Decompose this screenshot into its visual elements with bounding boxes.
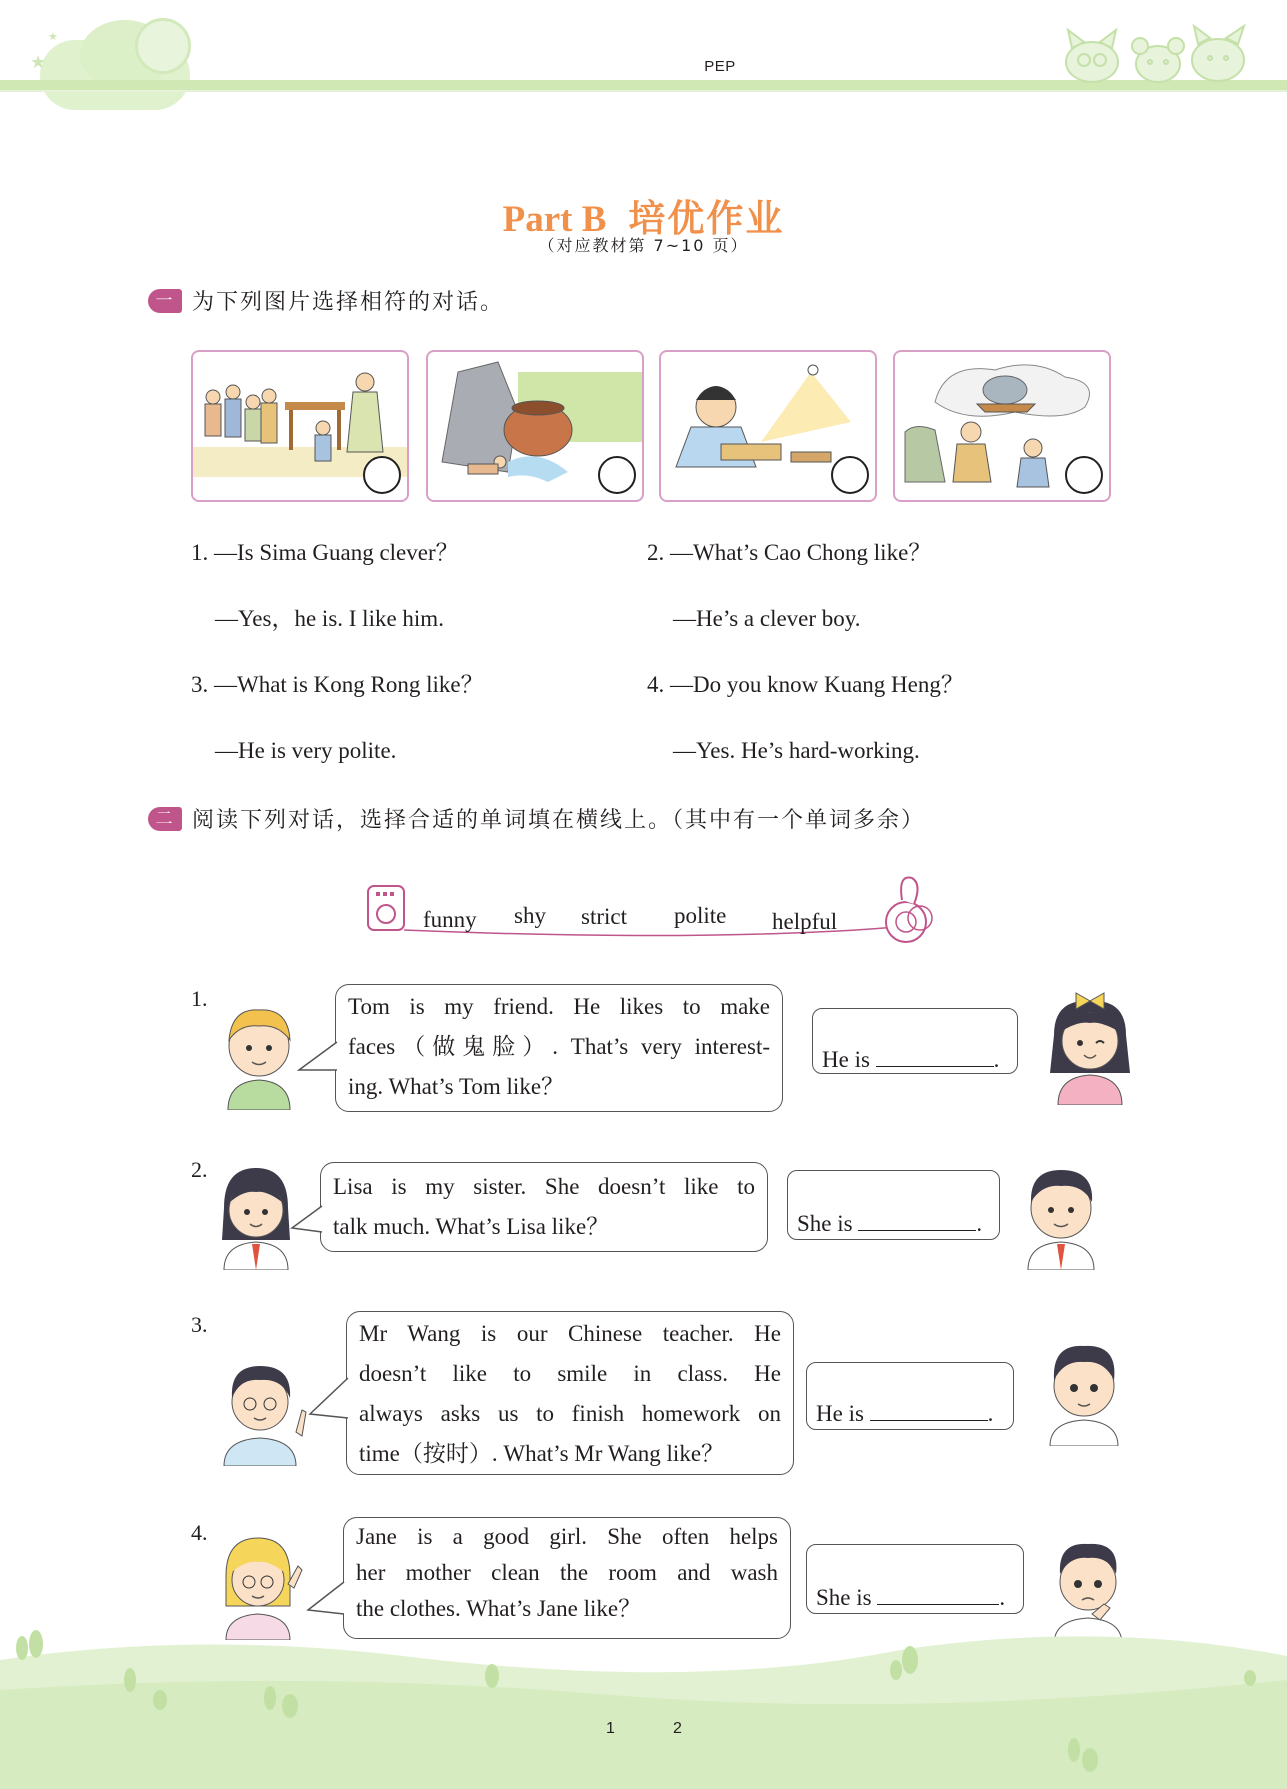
item-3-line-3: always asks us to finish homework on <box>359 1401 781 1426</box>
page-number-left: 1 <box>606 1720 615 1737</box>
item-4-answer-box: She is . <box>806 1544 1024 1614</box>
dialogue-1-answer: —Yes，he is. I like him. <box>215 606 444 631</box>
sun-icon <box>135 18 191 74</box>
item-4-line-3: the clothes. What’s Jane like？ <box>356 1596 642 1621</box>
picture-1-kong-rong <box>191 350 409 502</box>
item-1-line-2: faces（做鬼脸）. That’s very interest- <box>348 1034 770 1059</box>
picture-2-sima-guang <box>426 350 644 502</box>
answer-circle[interactable] <box>1065 456 1103 494</box>
item-4-speech-bubble <box>343 1517 791 1639</box>
dialogue-3-question: 3. —What is Kong Rong like？ <box>191 672 484 697</box>
girl-avatar-icon <box>216 1150 296 1270</box>
dialogue-2-question: 2. —What’s Cao Chong like？ <box>647 540 932 565</box>
item-4-answer-blank[interactable] <box>877 1583 999 1605</box>
dialogue-4-answer: —Yes. He’s hard-working. <box>673 738 920 763</box>
girl-avatar-icon <box>218 1522 308 1640</box>
item-1-speech-bubble <box>335 984 783 1112</box>
title-english: Part B <box>502 199 607 240</box>
item-4-line-2: her mother clean the room and wash <box>356 1560 778 1585</box>
item-3-number: 3. <box>191 1312 208 1337</box>
word-polite: polite <box>674 903 727 928</box>
animal-faces-icon <box>1060 22 1250 84</box>
picture-4-cao-chong <box>893 350 1111 502</box>
bubble-tail <box>308 1376 350 1420</box>
item-2-line-1: Lisa is my sister. She doesn’t like to <box>333 1174 755 1199</box>
boy-avatar-icon <box>218 990 300 1110</box>
item-3-line-1: Mr Wang is our Chinese teacher. He <box>359 1321 781 1346</box>
dialogue-1-question: 1. —Is Sima Guang clever？ <box>191 540 459 565</box>
answer-circle[interactable] <box>598 456 636 494</box>
section-1-instruction: 为下列图片选择相符的对话。 <box>192 290 505 315</box>
item-3-line-4: time（按时）. What’s Mr Wang like？ <box>359 1441 725 1466</box>
dialogue-2-answer: —He’s a clever boy. <box>673 606 861 631</box>
word-bank <box>366 870 946 970</box>
dialogue-3-answer: —He is very polite. <box>215 738 397 763</box>
bubble-tail <box>297 1040 339 1076</box>
item-3-answer-prefix: He is <box>816 1401 864 1426</box>
dialogue-4-question: 4. —Do you know Kuang Heng？ <box>647 672 964 697</box>
section-2-heading <box>148 803 925 834</box>
item-1-number: 1. <box>191 986 208 1011</box>
bubble-tail <box>306 1580 346 1616</box>
item-4-number: 4. <box>191 1520 208 1545</box>
item-2-answer-blank[interactable] <box>858 1209 976 1231</box>
star-icon: ★ <box>48 30 58 43</box>
title-chinese: 培优作业 <box>628 197 785 240</box>
picture-3-kuang-heng <box>659 350 877 502</box>
word-shy: shy <box>514 903 546 928</box>
boy-avatar-icon <box>1016 1150 1106 1270</box>
word-strict: strict <box>581 904 627 929</box>
item-1-line-1: Tom is my friend. He likes to make <box>348 994 770 1019</box>
item-2-speech-bubble <box>320 1162 768 1252</box>
item-2-number: 2. <box>191 1157 208 1182</box>
boy-avatar-icon <box>1036 1328 1132 1446</box>
item-3-line-2: doesn’t like to smile in class. He <box>359 1361 781 1386</box>
star-icon: ★ <box>30 52 47 73</box>
section-1-badge: 一 <box>148 289 182 313</box>
item-4-answer-prefix: She is <box>816 1585 872 1610</box>
answer-circle[interactable] <box>363 456 401 494</box>
item-1-line-3: ing. What’s Tom like？ <box>348 1074 565 1099</box>
word-helpful: helpful <box>772 909 838 934</box>
item-2-answer-box: She is . <box>787 1170 1000 1240</box>
page-number-right: 2 <box>673 1720 682 1737</box>
word-funny: funny <box>423 907 477 932</box>
item-2-answer-prefix: She is <box>797 1211 853 1236</box>
section-2-instruction: 阅读下列对话，选择合适的单词填在横线上。（其中有一个单词多余） <box>192 808 926 833</box>
answer-circle[interactable] <box>831 456 869 494</box>
item-3-answer-box: He is . <box>806 1362 1014 1430</box>
footer-landscape-decoration <box>0 1630 1287 1789</box>
thinking-boy-avatar-icon <box>1040 1526 1136 1644</box>
header-band-shadow <box>0 90 1287 92</box>
item-1-answer-prefix: He is <box>822 1047 870 1072</box>
section-2-badge: 二 <box>148 807 182 831</box>
textbook-pages-note: （对应教材第 7~10 页） <box>538 236 749 255</box>
bubble-tail <box>290 1204 324 1234</box>
item-4-line-1: Jane is a good girl. She often helps <box>356 1524 778 1549</box>
section-1-heading <box>148 285 504 316</box>
series-label: PEP <box>704 58 736 75</box>
item-1-answer-box: He is . <box>812 1008 1018 1074</box>
girl-avatar-icon <box>1040 985 1140 1105</box>
item-2-line-2: talk much. What’s Lisa like？ <box>333 1214 610 1239</box>
teacher-avatar-icon <box>218 1348 314 1466</box>
item-1-answer-blank[interactable] <box>876 1045 994 1067</box>
item-3-speech-bubble <box>346 1311 794 1475</box>
item-3-answer-blank[interactable] <box>870 1399 988 1421</box>
